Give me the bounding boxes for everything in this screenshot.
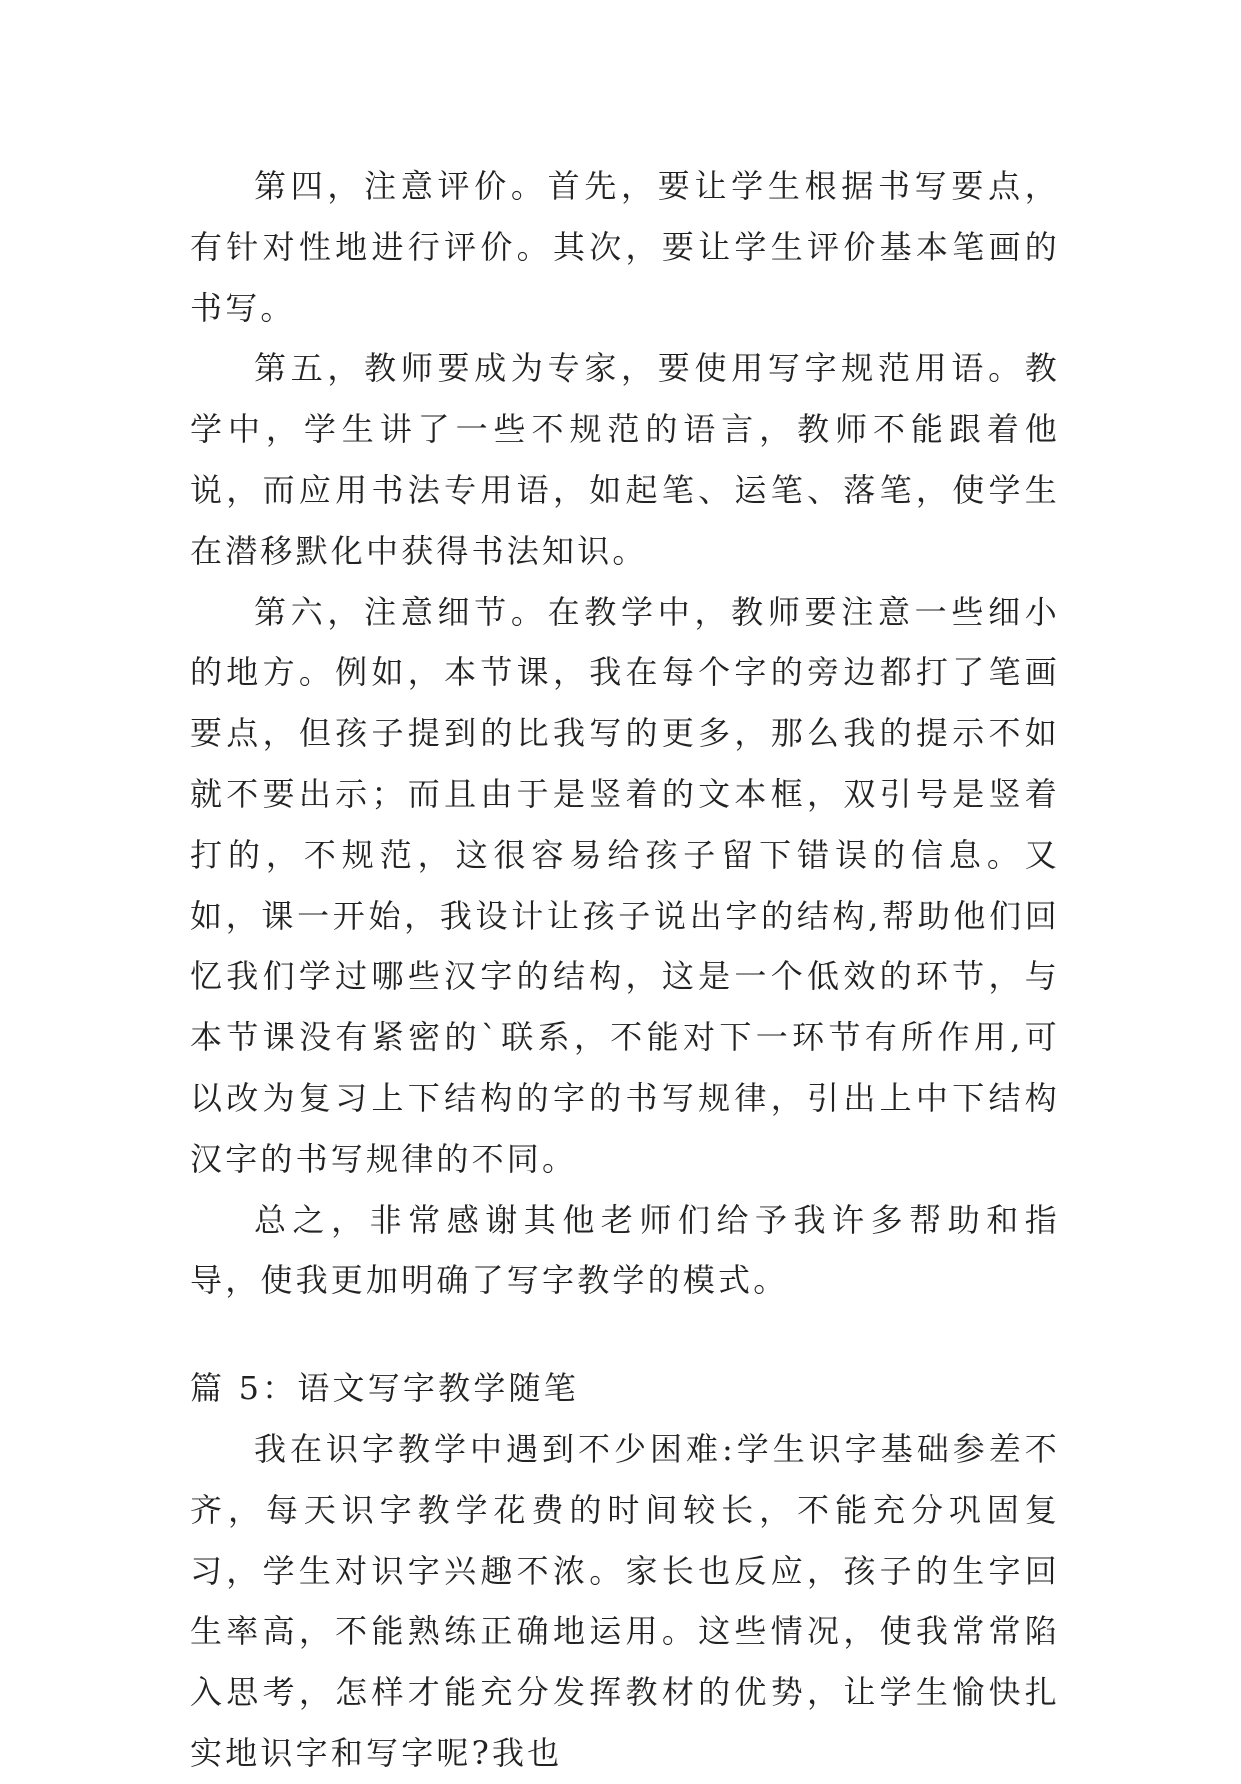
paragraph-evaluation: 第四，注意评价。首先，要让学生根据书写要点，有针对性地进行评价。其次，要让学生评价基本笔画的书写。 [190,167,1060,327]
section-spacer [190,1311,1060,1358]
section-heading: 篇 5：语文写字教学随笔 [190,1369,579,1408]
paragraph-details: 第六，注意细节。在教学中，教师要注意一些细小的地方。例如，本节课，我在每个字的旁边都打了笔画要点，但孩子提到的比我写的更多，那么我的提示不如就不要出示；而且由于是竖着的文本框，双引号是竖着打的，不规范，这很容易给孩子留下错误的信息。又如，课一开始，我设计让孩子说出字的结构,帮助他们回忆我们学过哪些汉字的结构，这是一个低效的环节，与本节课没有紧密的`联系，不能对下一环节有所作用,可以改为复习上下结构的字的书写规律，引出上中下结构汉字的书写规律的不同。 [190,592,1060,1178]
paragraph-teacher-expert: 第五，教师要成为专家，要使用写字规范用语。教学中，学生讲了一些不规范的语言，教师不能跟着他说，而应用书法专用语，如起笔、运笔、落笔，使学生在潜移默化中获得书法知识。 [190,349,1060,570]
paragraph-conclusion: 总之，非常感谢其他老师们给予我许多帮助和指导，使我更加明确了写字教学的模式。 [190,1200,1060,1300]
document-body [190,156,1060,1784]
paragraph-literacy-difficulties: 我在识字教学中遇到不少困难:学生识字基础参差不齐，每天识字教学花费的时间较长，不能充分巩固复习，学生对识字兴趣不浓。家长也反应，孩子的生字回生率高，不能熟练正确地运用。这些情况，使我常常陷入思考，怎样才能充分发挥教材的优势，让学生愉快扎实地识字和写字呢?我也 [190,1429,1060,1772]
